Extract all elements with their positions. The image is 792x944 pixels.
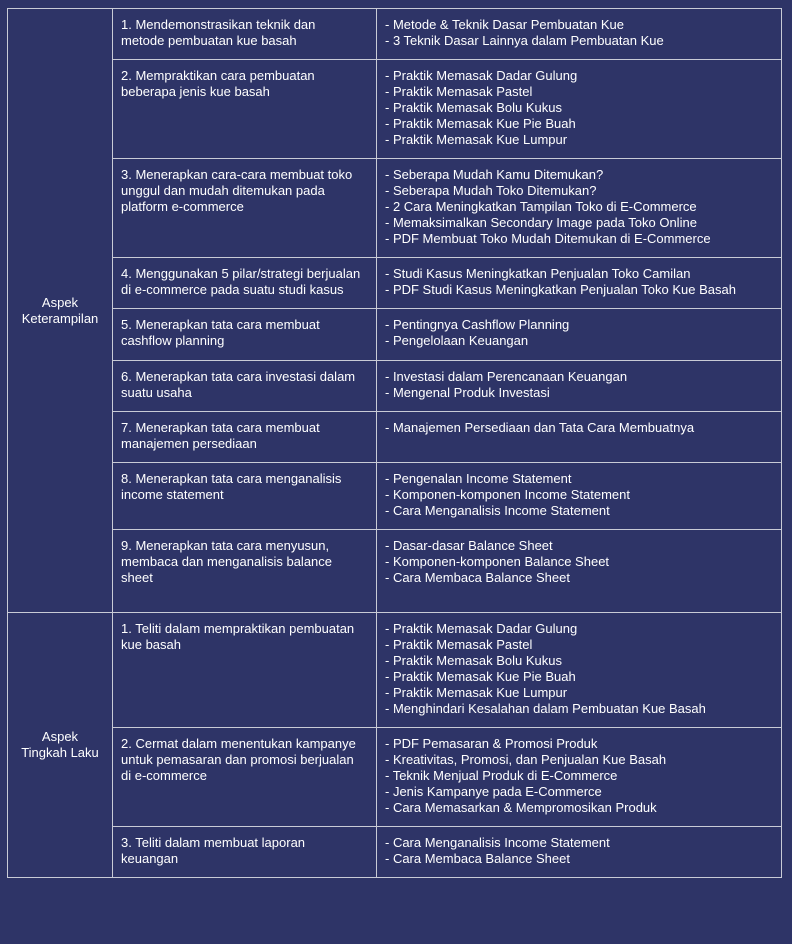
aspect-label: Aspek [41,729,79,744]
materials-cell [377,159,782,258]
material-item: - Praktik Memasak Kue Lumpur [385,685,568,700]
material-item: - Praktik Memasak Pastel [385,84,533,99]
materials-cell [377,530,782,613]
material-item: - Mengenal Produk Investasi [385,385,550,400]
material-item: - Praktik Memasak Dadar Gulung [385,621,578,636]
material-item: - Praktik Memasak Dadar Gulung [385,68,578,83]
indicator-text: unggul dan mudah ditemukan pada [121,183,325,198]
indicator-cell [113,728,377,827]
table-row [8,309,782,361]
material-item: - Memaksimalkan Secondary Image pada Toko Online [385,215,697,230]
indicator-cell [113,613,377,728]
material-item: - Komponen-komponen Balance Sheet [385,554,610,569]
material-item: - Menghindari Kesalahan dalam Pembuatan Kue Basah [385,701,706,716]
indicator-text: 7. Menerapkan tata cara membuat [121,420,320,435]
material-item: - Praktik Memasak Kue Pie Buah [385,116,576,131]
material-item: - Cara Menganalisis Income Statement [385,835,610,850]
material-item: - Studi Kasus Meningkatkan Penjualan Toko Camilan [385,266,691,281]
material-item: - Dasar-dasar Balance Sheet [385,538,553,553]
materials-cell [377,827,782,878]
materials-cell [377,9,782,60]
material-item: - Investasi dalam Perencanaan Keuangan [385,369,628,384]
material-item: - Praktik Memasak Kue Pie Buah [385,669,576,684]
material-item: - PDF Membuat Toko Mudah Ditemukan di E-Commerce [385,231,711,246]
material-item: - PDF Pemasaran & Promosi Produk [385,736,598,751]
materials-cell [377,309,782,361]
aspect-label: Aspek [41,294,79,310]
indicator-text: 3. Teliti dalam membuat laporan [121,835,306,850]
material-item: - Metode & Teknik Dasar Pembuatan Kue [385,17,624,32]
table-row [8,463,782,530]
competency-table [7,8,782,878]
material-item: - 2 Cara Meningkatkan Tampilan Toko di E-Commerce [385,199,697,214]
material-item: - 3 Teknik Dasar Lainnya dalam Pembuatan Kue [385,33,664,48]
material-item: - Praktik Memasak Pastel [385,637,533,652]
indicator-text: beberapa jenis kue basah [121,84,270,99]
indicator-cell [113,412,377,463]
materials-cell [377,463,782,530]
material-item: - Pengenalan Income Statement [385,471,572,486]
indicator-text: sheet [121,570,153,585]
indicator-cell [113,361,377,412]
indicator-text: untuk pemasaran dan promosi berjualan [121,752,354,767]
material-item: - Komponen-komponen Income Statement [385,487,630,502]
material-item: - Praktik Memasak Bolu Kukus [385,100,563,115]
materials-cell [377,60,782,159]
material-item: - Teknik Menjual Produk di E-Commerce [385,768,618,783]
indicator-text: cashflow planning [121,333,225,348]
table-row [8,530,782,613]
aspect-cell [8,613,113,878]
materials-cell [377,258,782,309]
material-item: - Cara Membaca Balance Sheet [385,570,570,585]
indicator-text: 5. Menerapkan tata cara membuat [121,317,320,332]
indicator-cell [113,60,377,159]
indicator-cell [113,9,377,60]
table-row [8,258,782,309]
indicator-text: 2. Cermat dalam menentukan kampanye [121,736,356,751]
indicator-text: metode pembuatan kue basah [121,33,297,48]
material-item: - Praktik Memasak Bolu Kukus [385,653,563,668]
indicator-text: 9. Menerapkan tata cara menyusun, [121,538,330,553]
indicator-text: 4. Menggunakan 5 pilar/strategi berjualan [121,266,361,281]
table-row [8,60,782,159]
materials-cell [377,613,782,728]
indicator-text: keuangan [121,851,179,866]
aspect-label: Keterampilan [21,310,99,326]
materials-cell [377,728,782,827]
table-row [8,728,782,827]
table-row [8,159,782,258]
indicator-cell [113,309,377,361]
material-item: - PDF Studi Kasus Meningkatkan Penjualan Toko Kue Basah [385,282,736,297]
indicator-text: di e-commerce [121,768,207,783]
indicator-text: income statement [121,487,224,502]
material-item: - Pengelolaan Keuangan [385,333,529,348]
indicator-text: 1. Teliti dalam mempraktikan pembuatan [121,621,355,636]
indicator-text: kue basah [121,637,181,652]
aspect-cell [8,9,113,613]
material-item: - Jenis Kampanye pada E-Commerce [385,784,602,799]
indicator-text: 8. Menerapkan tata cara menganalisis [121,471,342,486]
table-row [8,613,782,728]
indicator-text: 6. Menerapkan tata cara investasi dalam [121,369,356,384]
table-row [8,827,782,878]
materials-cell [377,361,782,412]
indicator-cell [113,530,377,613]
indicator-text: di e-commerce pada suatu studi kasus [121,282,344,297]
material-item: - Cara Memasarkan & Mempromosikan Produk [385,800,657,815]
table-row [8,412,782,463]
material-item: - Cara Menganalisis Income Statement [385,503,610,518]
indicator-text: 2. Mempraktikan cara pembuatan [121,68,315,83]
indicator-cell [113,159,377,258]
material-item: - Pentingnya Cashflow Planning [385,317,570,332]
material-item: - Seberapa Mudah Kamu Ditemukan? [385,167,604,182]
material-item: - Seberapa Mudah Toko Ditemukan? [385,183,597,198]
indicator-text: manajemen persediaan [121,436,257,451]
table-row [8,361,782,412]
indicator-cell [113,827,377,878]
indicator-text: membaca dan menganalisis balance [121,554,333,569]
indicator-text: platform e-commerce [121,199,244,214]
indicator-text: 3. Menerapkan cara-cara membuat toko [121,167,353,182]
table-row [8,9,782,60]
material-item: - Praktik Memasak Kue Lumpur [385,132,568,147]
material-item: - Manajemen Persediaan dan Tata Cara Membuatnya [385,420,695,435]
indicator-cell [113,463,377,530]
aspect-label: Tingkah Laku [21,745,99,760]
indicator-text: suatu usaha [121,385,192,400]
material-item: - Cara Membaca Balance Sheet [385,851,570,866]
materials-cell [377,412,782,463]
material-item: - Kreativitas, Promosi, dan Penjualan Kue Basah [385,752,667,767]
indicator-text: 1. Mendemonstrasikan teknik dan [121,17,316,32]
indicator-cell [113,258,377,309]
